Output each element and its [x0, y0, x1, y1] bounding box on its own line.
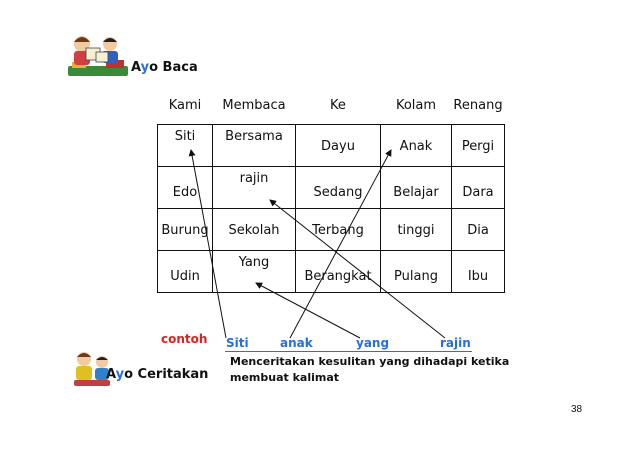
word: Anak	[399, 139, 433, 154]
word: Dara	[462, 185, 494, 200]
word: tinggi	[397, 223, 435, 238]
word: Ke	[330, 98, 346, 113]
word: Kami	[168, 98, 202, 113]
example-underline	[225, 351, 472, 352]
arrow-rajin	[270, 200, 445, 338]
word: Membaca	[222, 98, 286, 113]
example-word-yang: yang	[356, 336, 390, 350]
word: Kolam	[395, 98, 437, 113]
page-number: 38	[571, 404, 583, 415]
word: Renang	[453, 98, 503, 113]
word: Burung	[161, 223, 209, 238]
word: Berangkat	[304, 269, 372, 284]
word: Pergi	[461, 139, 495, 154]
word: Siti	[174, 129, 196, 144]
arrow-yang	[256, 283, 360, 338]
word: Edo	[172, 185, 198, 200]
arrow-anak	[290, 150, 391, 338]
heading-tell-y: y	[115, 367, 125, 382]
word: rajin	[239, 171, 269, 186]
word: Dia	[467, 223, 489, 238]
heading-read-rest: o Baca	[149, 60, 198, 75]
example-word-anak: anak	[280, 336, 313, 350]
section-heading-tell	[106, 367, 208, 382]
example-word-siti: Siti	[226, 336, 249, 350]
word: Bersama	[225, 129, 283, 144]
word: Yang	[238, 255, 270, 270]
heading-tell-prefix: A	[106, 367, 116, 382]
word: Dayu	[321, 139, 355, 154]
heading-read-y: y	[140, 60, 150, 75]
example-word-rajin: rajin	[440, 336, 471, 350]
word: Sedang	[313, 185, 363, 200]
arrow-siti	[191, 150, 226, 338]
word: Belajar	[393, 185, 439, 200]
word: Udin	[170, 269, 200, 284]
word: Pulang	[394, 269, 438, 284]
heading-read-prefix: A	[131, 60, 141, 75]
task-description: Menceritakan kesulitan yang dihadapi ketika membuat kalimat	[230, 355, 510, 384]
heading-tell-rest: o Ceritakan	[124, 367, 209, 382]
word: Terbang	[312, 223, 364, 238]
word: Sekolah	[228, 223, 280, 238]
example-label: contoh	[161, 332, 208, 346]
word: Ibu	[467, 269, 489, 284]
